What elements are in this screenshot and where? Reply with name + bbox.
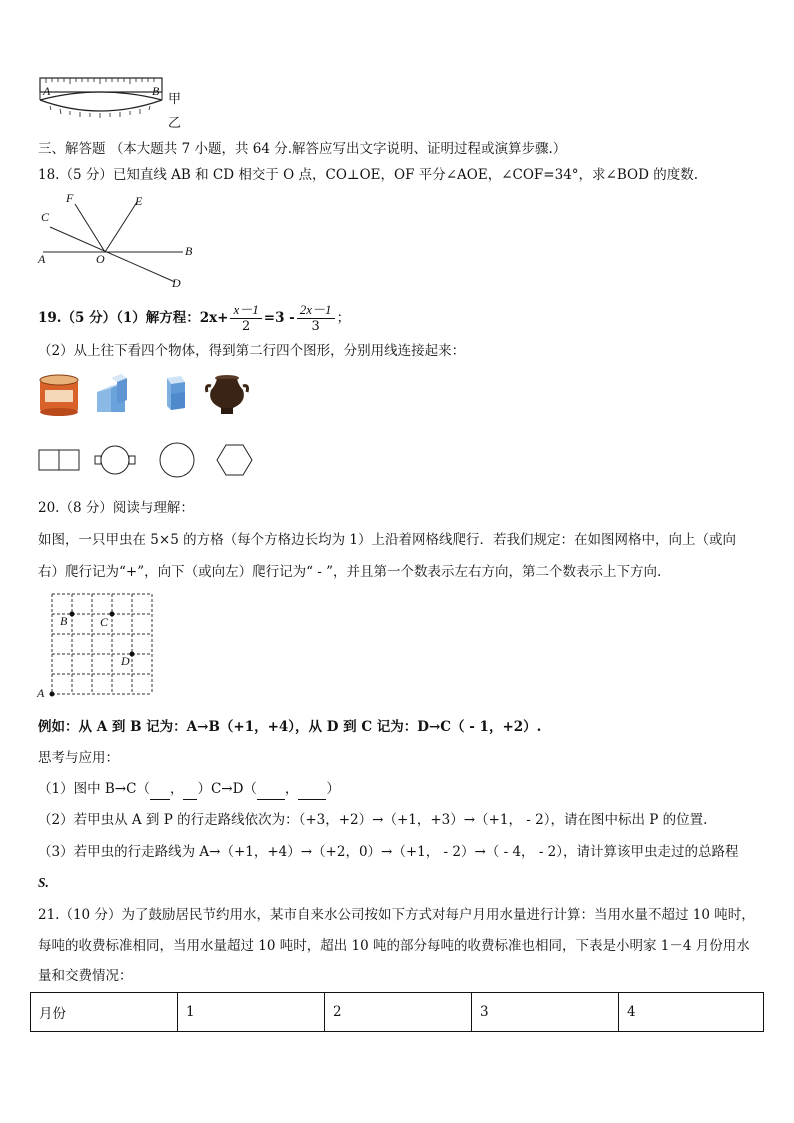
grid-label-a: A: [37, 686, 45, 700]
ruler-figure: [30, 70, 190, 130]
objects-row: [35, 372, 265, 417]
grid-drawing: [35, 590, 160, 702]
ruler-label-jia: 甲: [168, 92, 182, 107]
q20-title: 20.（8 分）阅读与理解：: [38, 500, 194, 516]
q20-intro-1: 如图，一只甲虫在 5×5 的方格（每个方格边长均为 1）上沿着网格线爬行．若我们规定：在如图网格中，向上（或向: [38, 532, 736, 548]
label-o: O: [96, 252, 105, 266]
q20-example: 例如：从 A 到 B 记为：A→B（+1，+4），从 D 到 C 记为：D→C（ - 1，+2）.: [38, 719, 542, 735]
objects-drawing: [35, 372, 265, 417]
q21-line-3: 量和交费情况：: [38, 968, 133, 984]
label-f: F: [66, 191, 74, 205]
circle-with-bars-shape: [95, 446, 135, 474]
point-b: [70, 612, 75, 617]
q18-text: 18.（5 分）已知直线 AB 和 CD 相交于 O 点，CO⊥OE，OF 平分∠AOE，∠COF=34°，求∠BOD 的度数.: [38, 167, 698, 183]
shapes-row: [35, 442, 265, 478]
q20-part3-b: S.: [38, 875, 49, 890]
table-cell: 1: [178, 993, 325, 1032]
fraction-1-num: x－1: [230, 302, 261, 319]
q19-prefix: 19.（5 分）（1）解方程：2x+: [38, 310, 229, 326]
q21-line-2: 每吨的收费标准相同，当用水量超过 10 吨时，超出 10 吨的部分每吨的收费标准也相同，下表是小明家 1－4 月份用水: [38, 938, 750, 954]
q20-think: 思考与应用：: [38, 750, 119, 766]
q20-p1-e: ）: [326, 781, 340, 797]
blank-3[interactable]: [257, 779, 285, 800]
fraction-1: [230, 302, 261, 335]
step-block-object: [97, 374, 127, 412]
q21-line-1: 21.（10 分）为了鼓励居民节约用水，某市自来水公司按如下方式对每户月用水量进行计算：当用水量不超过 10 吨时，: [38, 907, 755, 923]
fraction-2-num: 2x－1: [297, 302, 335, 319]
table-cell: 4: [619, 993, 764, 1032]
grid-label-b: B: [60, 614, 68, 628]
grid-label-c: C: [100, 615, 109, 629]
ruler-drawing: [30, 70, 190, 130]
ruler-label-a: A: [43, 84, 51, 98]
grid-figure: [35, 590, 160, 702]
prism-object: [167, 376, 185, 410]
point-d: [130, 652, 135, 657]
water-usage-table: [30, 992, 764, 1032]
label-a: A: [38, 252, 46, 266]
circle-shape: [160, 443, 194, 477]
angle-diagram: [35, 190, 205, 290]
q18-figure: [35, 190, 205, 290]
blank-4[interactable]: [298, 779, 326, 800]
q19-mid: =3 -: [263, 310, 295, 326]
grid-label-d: D: [121, 654, 130, 668]
point-c: [110, 612, 115, 617]
label-d: D: [172, 276, 181, 290]
blank-2[interactable]: [183, 779, 197, 800]
fraction-2-den: 3: [311, 319, 320, 334]
q20-p1-a: （1）图中 B→C（: [38, 781, 150, 797]
table-cell: 3: [472, 993, 619, 1032]
point-a: [50, 692, 55, 697]
q19-end: ；: [336, 310, 351, 326]
table-header-cell: 月份: [31, 993, 178, 1032]
q20-part1: [38, 779, 340, 800]
vase-object: [207, 375, 248, 414]
table-cell: 2: [325, 993, 472, 1032]
q20-p1-d: ，: [284, 781, 299, 797]
label-b: B: [185, 244, 193, 258]
fraction-1-den: 2: [241, 319, 251, 334]
ruler-label-yi: 乙: [168, 116, 182, 131]
blank-1[interactable]: [150, 779, 170, 800]
q20-part2: （2）若甲虫从 A 到 P 的行走路线依次为：（+3，+2）→（+1，+3）→（+1， - 2），请在图中标出 P 的位置.: [38, 812, 708, 828]
q20-part3-a: （3）若甲虫的行走路线为 A→（+1，+4）→（+2，0）→（+1， - 2）→（ - 4， - 2），请计算该甲虫走过的总路程: [38, 844, 739, 860]
label-c: C: [41, 210, 50, 224]
section-heading: 三、解答题 （本大题共 7 小题，共 64 分.解答应写出文字说明、证明过程或演算步骤.）: [38, 141, 567, 157]
ruler-label-b: B: [152, 84, 160, 98]
q20-p1-c: ）C→D（: [197, 781, 257, 797]
shapes-drawing: [35, 442, 265, 478]
cylinder-object: [40, 375, 78, 416]
q20-p1-b: ，: [169, 781, 184, 797]
label-e: E: [135, 194, 143, 208]
q19-equation: [38, 298, 350, 338]
table-row: [31, 993, 764, 1032]
fraction-2: [297, 302, 335, 335]
hexagon-shape: [217, 445, 252, 475]
q19-part2: （2）从上往下看四个物体，得到第二行四个图形，分别用线连接起来：: [38, 343, 466, 359]
q20-intro-2: 右）爬行记为“+”，向下（或向左）爬行记为“ - ”，并且第一个数表示左右方向，第二个数表示上下方向.: [38, 564, 662, 580]
